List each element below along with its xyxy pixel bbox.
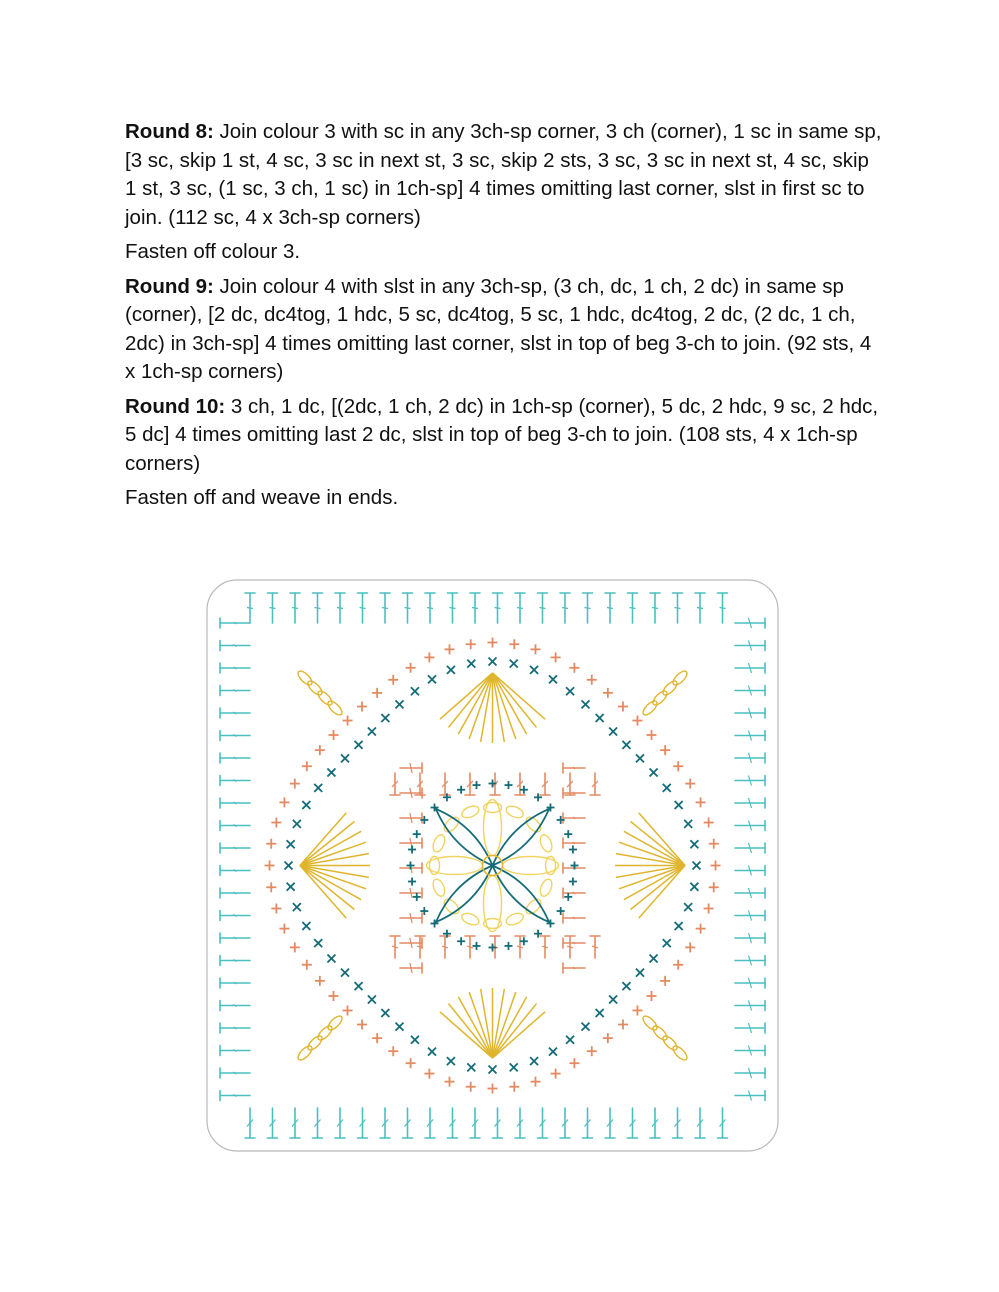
pattern-instructions: [125, 118, 885, 519]
round-8-paragraph: [125, 118, 885, 232]
crochet-chart-diagram: [205, 578, 780, 1153]
round-10-paragraph: [125, 393, 885, 479]
round-9-label: Round 9:: [125, 274, 214, 298]
fasten-off-final: Fasten off and weave in ends.: [125, 486, 399, 509]
round-10-text: 3 ch, 1 dc, [(2dc, 1 ch, 2 dc) in 1ch-sp (corner), 5 dc, 2 hdc, 9 sc, 2 hdc, 5 dc] 4 times omitting last 2 dc, slst in top of beg 3-ch to join. (108 sts, 4 x 1ch-sp corners): [125, 394, 879, 475]
round-8-label: Round 8:: [125, 120, 214, 143]
fasten-off-colour-3: Fasten off colour 3.: [125, 240, 301, 263]
round-9-text: Join colour 4 with slst in any 3ch-sp, (3 ch, dc, 1 ch, 2 dc) in same sp (corner), [2 dc, dc4tog, 1 hdc, 5 sc, dc4tog, 5 sc, 1 hdc, dc4tog, 2 dc, (2 dc, 1 ch, 2dc) in 3ch-sp] 4 times omitting last corner, slst in top of beg 3-ch to join. (92 sts, 4 x 1ch-sp corners): [125, 274, 872, 383]
round-8-text: Join colour 3 with sc in any 3ch-sp corner, 3 ch (corner), 1 sc in same sp, [3 sc, skip 1 st, 4 sc, 3 sc in next st, 3 sc, skip 2 sts, 3 sc, 3 sc in next st, 4 sc, skip 1 st, 3 sc, (1 sc, 3 ch, 1 sc) in 1ch-sp] 4 times omitting last corner, slst in first sc to join. (112 sc, 4 x 3ch-sp corners): [125, 120, 882, 229]
round-9-paragraph: [125, 273, 885, 387]
round-10-label: Round 10:: [125, 394, 226, 418]
